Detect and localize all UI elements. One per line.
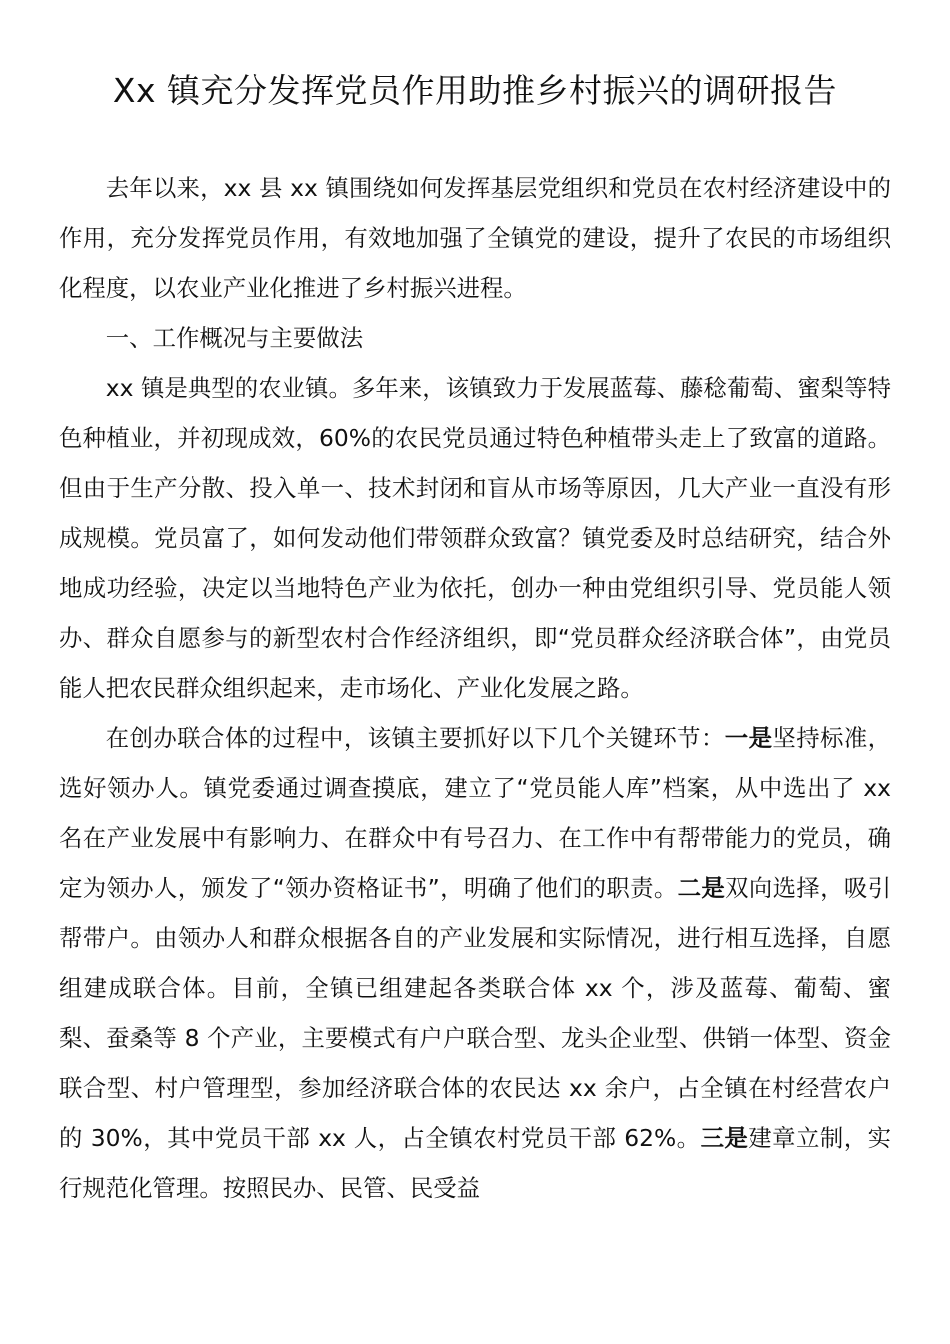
point-2-label: 二是 bbox=[677, 874, 726, 902]
section1-paragraph-2 bbox=[59, 713, 891, 1213]
point-3-label: 三是 bbox=[700, 1124, 749, 1152]
document-title: Xx 镇充分发挥党员作用助推乡村振兴的调研报告 bbox=[112, 71, 838, 110]
section1-paragraph-1: xx 镇是典型的农业镇。多年来，该镇致力于发展蓝莓、藤稔葡萄、蜜梨等特色种植业，并初现成效，60%的农民党员通过特色种植带头走上了致富的道路。但由于生产分散、投入单一、技术封闭和盲从市场等原因，几大产业一直没有形成规模。党员富了，如何发动他们带领群众致富？镇党委及时总结研究，结合外地成功经验，决定以当地特色产业为依托，创办一种由党组织引导、党员能人领办、群众自愿参与的新型农村合作经济组织，即“党员群众经济联合体”，由党员能人把农民群众组织起来，走市场化、产业化发展之路。 bbox=[59, 374, 891, 702]
section-heading: 一、工作概况与主要做法 bbox=[105, 324, 364, 352]
intro-paragraph: 去年以来，xx 县 xx 镇围绕如何发挥基层党组织和党员在农村经济建设中的作用，充分发挥党员作用，有效地加强了全镇党的建设，提升了农民的市场组织化程度，以农业产业化推进了乡村振兴进程。 bbox=[59, 174, 891, 302]
paragraph-lead: 在创办联合体的过程中，该镇主要抓好以下几个关键环节： bbox=[105, 724, 725, 752]
point-1-label: 一是 bbox=[724, 724, 773, 752]
point-2-text: 双向选择，吸引帮带户。由领办人和群众根据各自的产业发展和实际情况，进行相互选择，自愿组建成联合体。目前，全镇已组建起各类联合体 xx 个，涉及蓝莓、葡萄、蜜梨、蚕桑等 8 个产业，主要模式有户户联合型、龙头企业型、供销一体型、资金联合型、村户管理型，参加经济联合体的农民达 xx 余户，占全镇在村经营农户的 30%，其中党员干部 xx 人，占全镇农村党员干部 62%。 bbox=[59, 874, 892, 1152]
point-3-text: 建章立制，实行规范化管理。按照民办、民管、民受益 bbox=[59, 1124, 892, 1202]
point-1-text: 坚持标准，选好领办人。镇党委通过调查摸底，建立了“党员能人库”档案，从中选出了 xx 名在产业发展中有影响力、在群众中有号召力、在工作中有帮带能力的党员，确定为领办人，颁发了“领办资格证书”，明确了他们的职责。 bbox=[59, 724, 892, 902]
document-body bbox=[59, 163, 891, 1213]
